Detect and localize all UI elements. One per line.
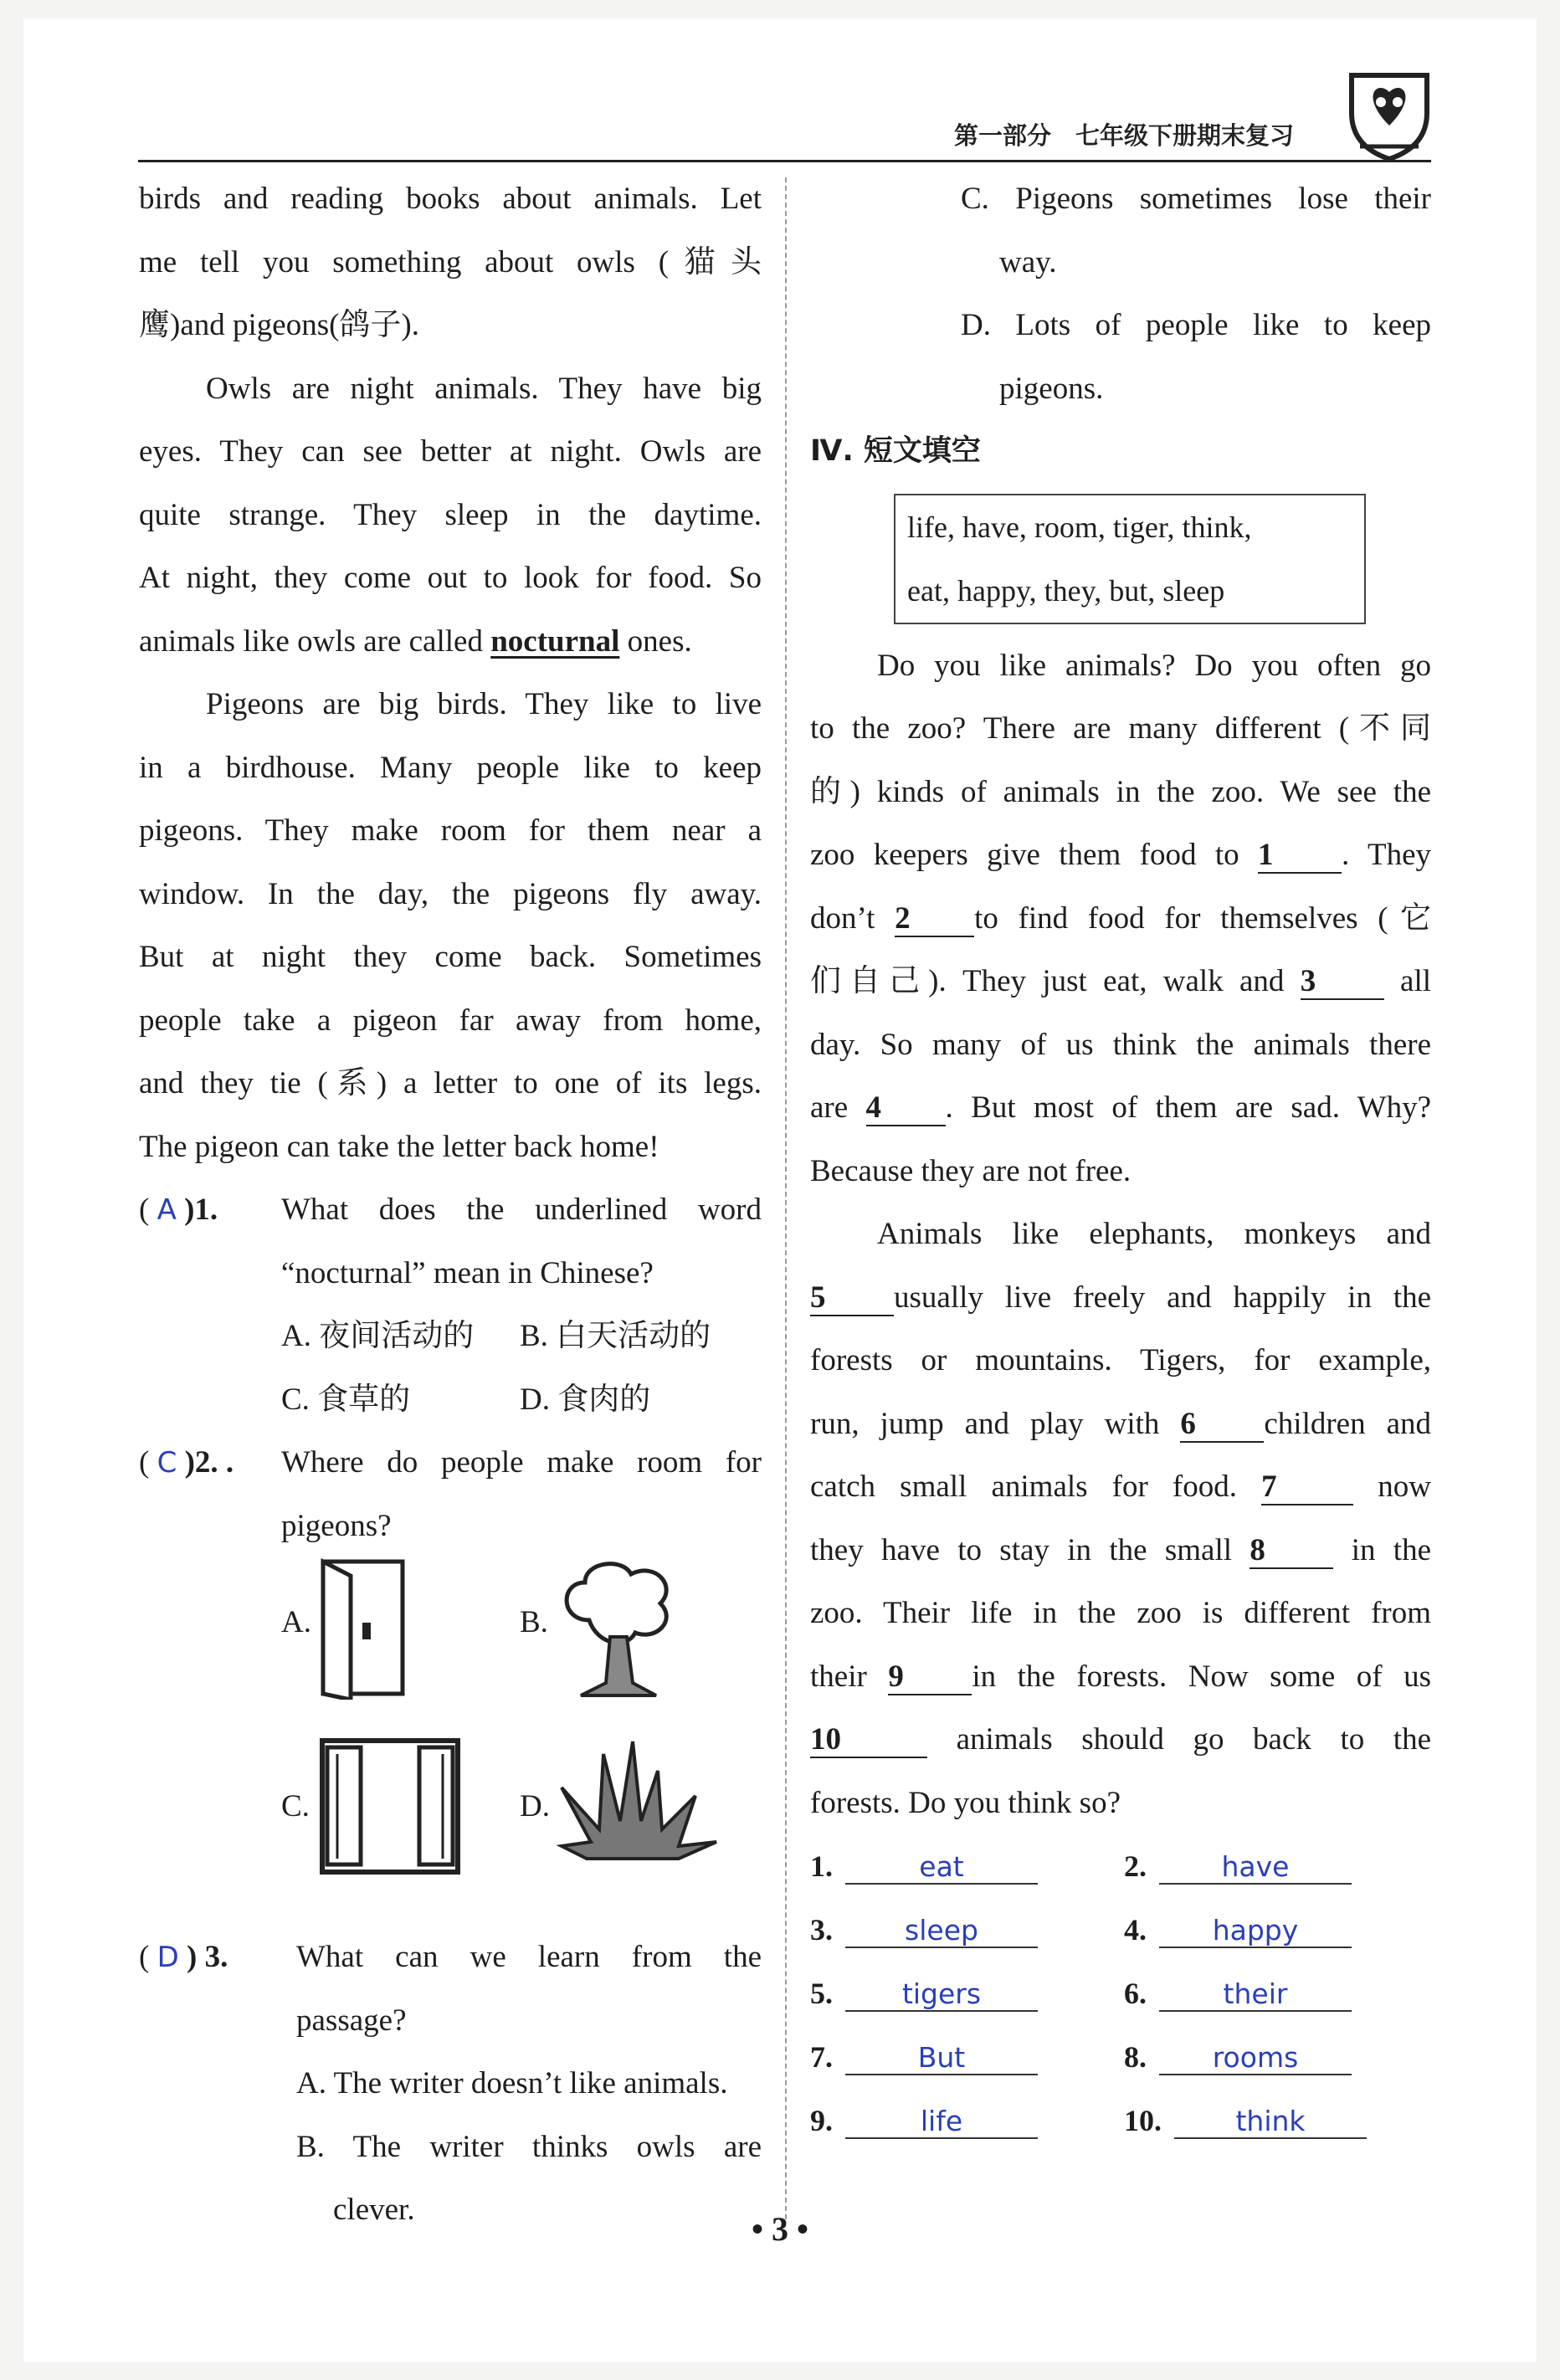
text-span: zoo keepers give them food to — [810, 838, 1239, 872]
option: B. 白天活动的 — [520, 1319, 711, 1353]
text-line: birds and reading books about animals. Let — [139, 182, 762, 216]
text-span: their — [810, 1659, 867, 1694]
answer-word: rooms — [1159, 2042, 1352, 2075]
answer-mark: A — [157, 1193, 177, 1227]
text-line — [810, 1519, 1431, 1582]
text-span: run, jump and play with — [810, 1406, 1160, 1441]
paren: ( — [139, 1940, 150, 1974]
text-line: day. So many of us think the animals there — [810, 1027, 1431, 1062]
paren: ( — [139, 1445, 150, 1480]
text-line — [810, 1645, 1431, 1709]
text-span: children and — [1264, 1406, 1431, 1441]
text-line: and they tie (系) a letter to one of its legs. — [139, 1066, 762, 1100]
answer-word: tigers — [845, 1978, 1038, 2012]
text-line: me tell you something about owls (猫头 — [139, 244, 762, 280]
text-line: But at night they come back. Sometimes — [139, 940, 762, 974]
text-line: Animals like elephants, monkeys and — [877, 1217, 1431, 1251]
tree-icon — [556, 1557, 681, 1708]
text-span: are — [810, 1090, 849, 1125]
text-line — [810, 1266, 1431, 1330]
question-text: “nocturnal” mean in Chinese? — [281, 1255, 654, 1290]
blank-6: 6 — [1180, 1408, 1264, 1443]
answer-number: 4. — [1124, 1913, 1147, 1947]
options-row — [139, 1305, 762, 1368]
text-line: forests or mountains. Tigers, for example, — [810, 1343, 1431, 1377]
option: clever. — [333, 2193, 415, 2227]
answer-word: But — [845, 2042, 1038, 2075]
answer-number: 1. — [810, 1849, 833, 1883]
answer-word: their — [1159, 1978, 1352, 2012]
text-line: people take a pigeon far away from home, — [139, 1003, 762, 1038]
text-line: Pigeons are big birds. They like to live — [206, 687, 762, 721]
blank-7: 7 — [1261, 1470, 1353, 1505]
grass-icon — [553, 1737, 721, 1863]
blank-4: 4 — [866, 1091, 946, 1126]
text-line: window. In the day, the pigeons fly away. — [139, 876, 762, 911]
text-span: don’t — [810, 900, 875, 936]
question-2 — [139, 1431, 762, 1495]
right-column — [810, 167, 1431, 2152]
question-text: pigeons? — [281, 1508, 392, 1543]
paren: ( — [139, 1193, 150, 1227]
option-letter: A. — [281, 1605, 311, 1639]
text-line: eyes. They can see better at night. Owls are — [139, 434, 762, 469]
text-line: pigeons. They make room for them near a — [139, 813, 762, 848]
text-span: animals should go back to the — [956, 1722, 1432, 1757]
window-icon — [319, 1737, 461, 1875]
text-span: to find food for themselves (它 — [974, 900, 1432, 936]
blank-1: 1 — [1258, 839, 1342, 874]
text-span: 们自己). They just eat, walk and — [810, 964, 1285, 998]
question-label — [139, 1178, 218, 1243]
underlined-word: nocturnal — [490, 623, 620, 659]
door-icon — [319, 1557, 411, 1700]
answer-number: 7. — [810, 2040, 833, 2074]
text-span: ones. — [619, 623, 692, 659]
blank-5: 5 — [810, 1281, 894, 1316]
text-span: animals like owls are called — [139, 623, 483, 659]
text-line: Owls are night animals. They have big — [206, 371, 762, 406]
answer-number: 8. — [1124, 2040, 1147, 2074]
text-span: in the forests. Now some of us — [972, 1659, 1432, 1694]
answer-item — [1124, 1962, 1438, 2025]
word-box — [894, 494, 1366, 624]
text-line: The pigeon can take the letter back home! — [139, 1129, 659, 1164]
question-text: Where do people make room for — [281, 1445, 762, 1480]
text-line: At night, they come out to look for food. So — [139, 561, 762, 595]
answer-item — [810, 2025, 1124, 2089]
page-number: • 3 • — [751, 2210, 808, 2248]
answer-item — [1124, 2025, 1438, 2089]
option: D. 食肉的 — [520, 1382, 651, 1417]
text-line — [810, 1455, 1431, 1519]
question-label — [139, 1431, 233, 1495]
blank-2: 2 — [895, 902, 974, 937]
option: C. 食草的 — [281, 1382, 411, 1417]
answer-number: 10. — [1124, 2104, 1162, 2137]
section-title: Ⅳ. 短文填空 — [810, 434, 981, 468]
answer-word: think — [1174, 2106, 1367, 2139]
blank-10: 10 — [810, 1723, 927, 1758]
question-number: )2. . — [184, 1445, 234, 1480]
text-line — [810, 1708, 1431, 1772]
blank-8: 8 — [1250, 1534, 1333, 1569]
option-letter: C. — [281, 1789, 310, 1823]
answer-number: 2. — [1124, 1849, 1147, 1883]
answer-number: 9. — [810, 2104, 833, 2137]
option: A. 夜间活动的 — [281, 1319, 475, 1353]
word-list: eat, happy, they, but, sleep — [907, 573, 1225, 608]
text-line — [810, 950, 1431, 1013]
text-line: 的) kinds of animals in the zoo. We see the — [810, 774, 1431, 809]
option-letter: D. — [520, 1789, 550, 1823]
option: way. — [999, 244, 1057, 280]
text-span: usually live freely and happily in the — [894, 1280, 1431, 1315]
school-logo-icon — [1343, 67, 1435, 163]
answer-number: 5. — [810, 1977, 833, 2010]
answer-number: 6. — [1124, 1977, 1147, 2010]
answer-word: sleep — [845, 1915, 1038, 1948]
blank-9: 9 — [888, 1660, 972, 1695]
blank-3: 3 — [1301, 965, 1384, 1000]
column-divider — [785, 177, 787, 2219]
question-text: What can we learn from the — [296, 1940, 762, 1974]
text-line — [810, 887, 1431, 951]
text-span: catch small animals for food. — [810, 1470, 1238, 1504]
text-line: zoo. Their life in the zoo is different from — [810, 1596, 1431, 1630]
answer-item — [1124, 2089, 1438, 2152]
question-text: passage? — [296, 2003, 407, 2038]
text-span: now — [1378, 1470, 1431, 1504]
answer-word: life — [845, 2106, 1038, 2139]
header-rule — [138, 160, 1431, 162]
question-1 — [139, 1178, 762, 1242]
left-column — [139, 167, 762, 2242]
option: D. Lots of people like to keep — [961, 308, 1431, 342]
answer-grid — [810, 1834, 1431, 2152]
text-line — [810, 823, 1431, 887]
question-text: What does the underlined word — [281, 1193, 762, 1227]
question-number: ) 3. — [187, 1940, 228, 1974]
text-line: 鹰)and pigeons(鸽子). — [139, 308, 419, 342]
option: pigeons. — [999, 371, 1104, 406]
answer-word: happy — [1159, 1915, 1352, 1948]
answer-item — [1124, 1834, 1438, 1898]
answer-number: 3. — [810, 1913, 833, 1947]
option: A. The writer doesn’t like animals. — [296, 2066, 728, 2100]
answer-item — [810, 1898, 1124, 1962]
answer-mark: C — [157, 1446, 177, 1480]
answer-item — [1124, 1898, 1438, 1962]
text-line: in a birdhouse. Many people like to keep — [139, 750, 762, 785]
word-list: life, have, room, tiger, think, — [907, 510, 1252, 544]
text-line — [810, 1393, 1431, 1456]
text-line: forests. Do you think so? — [810, 1785, 1121, 1820]
option: B. The writer thinks owls are — [296, 2129, 762, 2164]
answer-item — [810, 2089, 1124, 2152]
text-span: in the — [1351, 1532, 1431, 1567]
text-line: Because they are not free. — [810, 1153, 1132, 1188]
answer-item — [810, 1962, 1124, 2025]
answer-item — [810, 1834, 1124, 1898]
question-number: )1. — [184, 1193, 218, 1227]
text-line: quite strange. They sleep in the daytime. — [139, 497, 762, 532]
answer-word: eat — [845, 1851, 1038, 1885]
text-line: to the zoo? There are many different (不同 — [810, 711, 1431, 746]
option-letter: B. — [520, 1605, 548, 1639]
option: C. Pigeons sometimes lose their — [961, 182, 1431, 216]
text-line: Do you like animals? Do you often go — [877, 648, 1431, 683]
text-span: . They — [1342, 838, 1432, 872]
text-span: . But most of them are sad. Why? — [945, 1090, 1432, 1125]
answer-word: have — [1159, 1851, 1352, 1885]
text-span: all — [1400, 964, 1432, 998]
text-line — [810, 1076, 1431, 1140]
header-title: 第一部分 七年级下册期末复习 — [954, 121, 1295, 150]
options-row — [139, 1368, 762, 1432]
answer-mark: D — [157, 1941, 179, 1974]
text-span: they have to stay in the small — [810, 1532, 1233, 1567]
picture-options — [139, 1557, 762, 1926]
text-line — [139, 610, 762, 674]
question-label — [139, 1926, 228, 1990]
question-3 — [139, 1926, 762, 1989]
